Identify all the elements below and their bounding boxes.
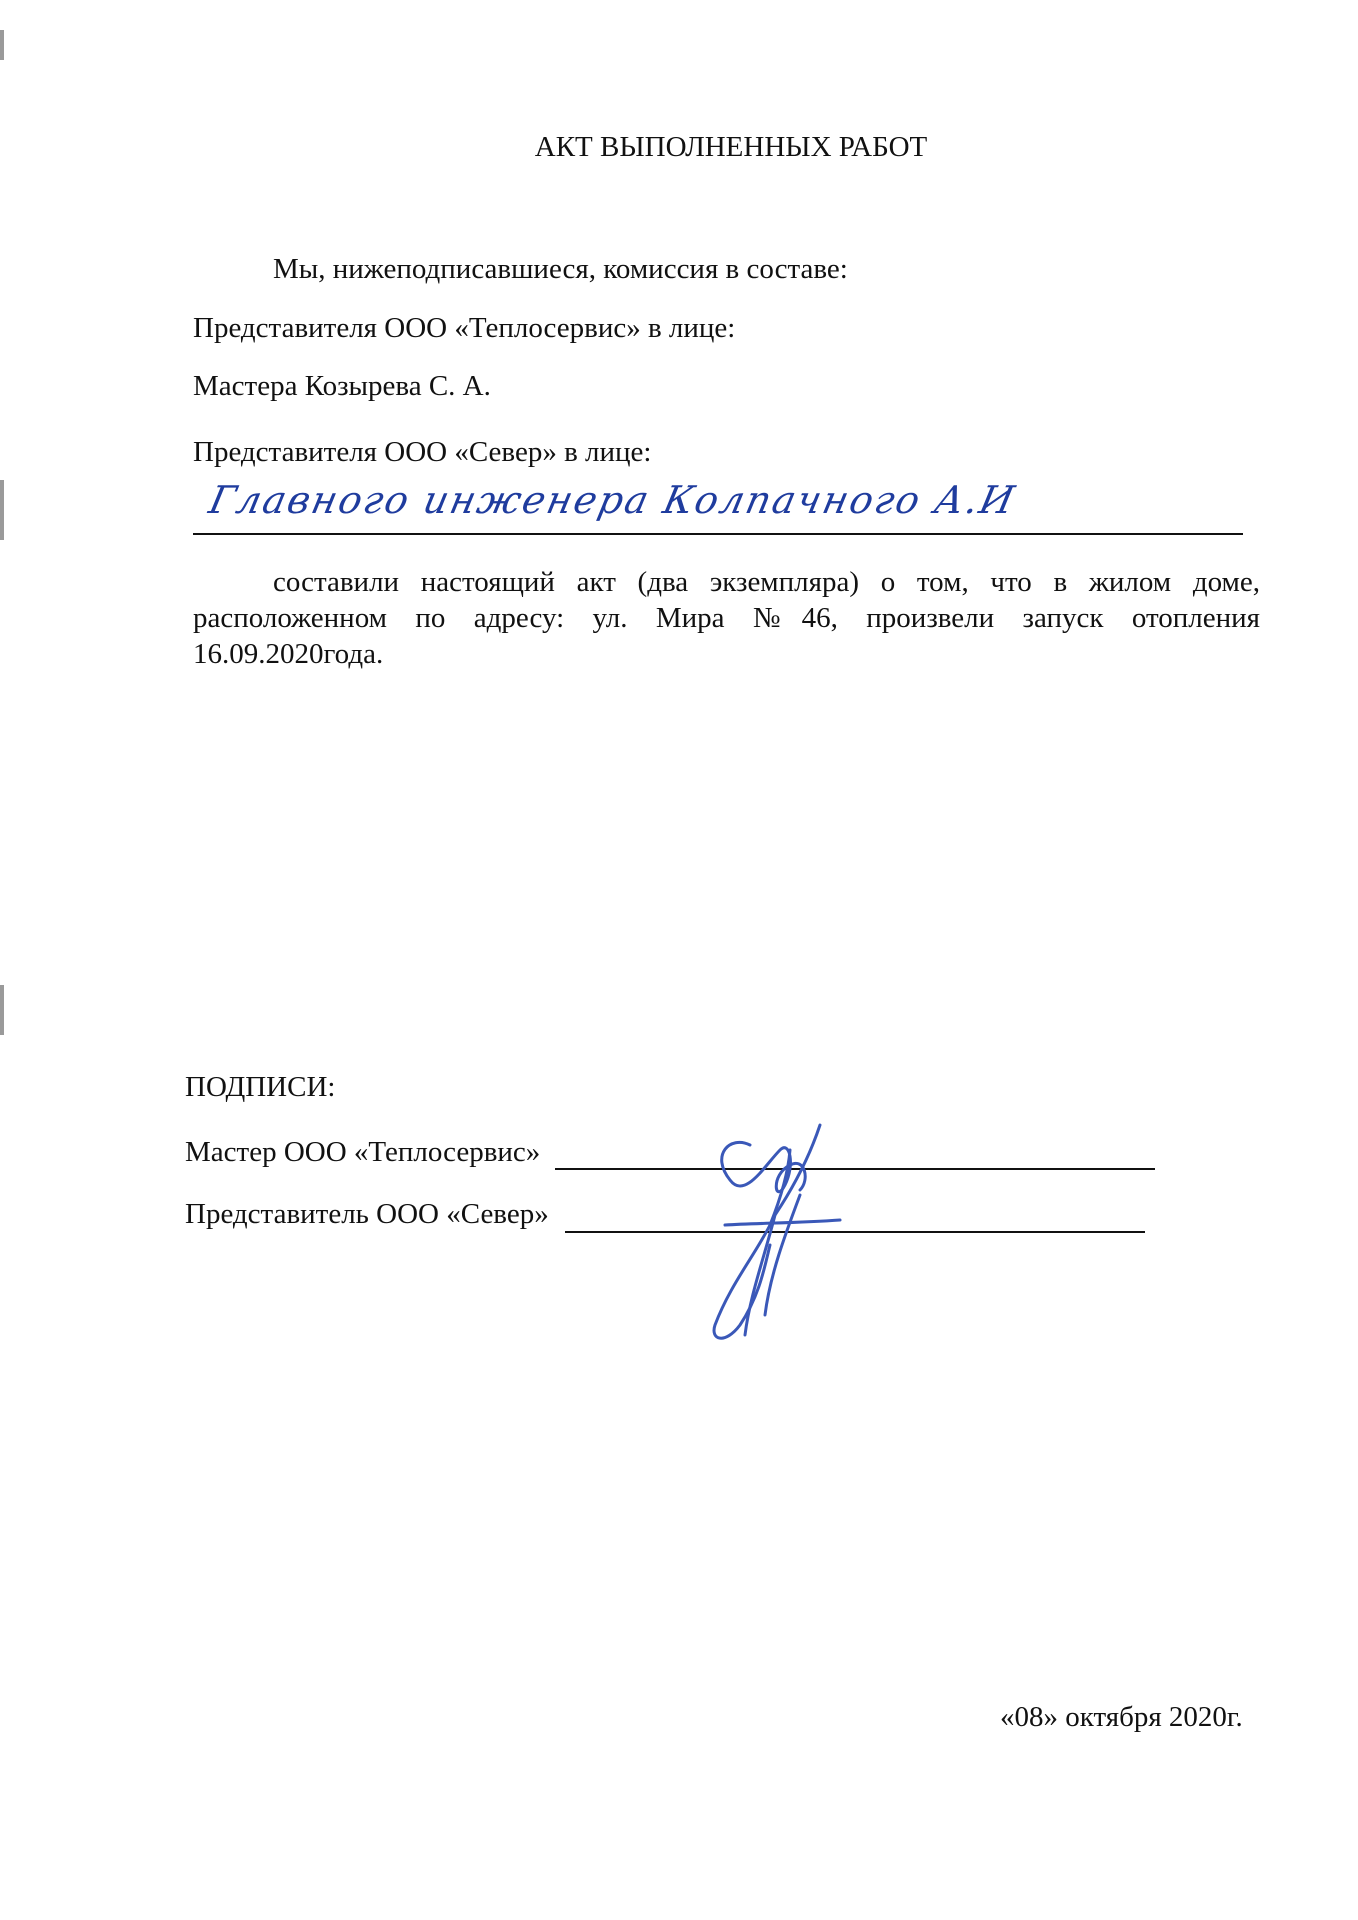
intro-text: Мы, нижеподписавшиеся, комиссия в составе: — [273, 253, 848, 285]
handwritten-signature — [670, 1105, 910, 1345]
signer2-label: Представитель ООО «Север» — [185, 1198, 549, 1230]
party2-line: Представителя ООО «Север» в лице: — [193, 436, 652, 468]
act-body-paragraph: составили настоящий акт (два экземпляра) о том, что в жилом доме, расположенном по адресу: ул. Мира №46, произвели запуск отопления 16.09.2020года. — [193, 566, 1260, 670]
signatures-heading: ПОДПИСИ: — [185, 1071, 336, 1103]
document-date: «08» октября 2020г. — [1000, 1701, 1243, 1733]
scan-edge-middle — [0, 480, 4, 540]
party2-person-handwritten: Главного инженера Колпачного А.И — [205, 478, 1020, 522]
party1-line: Представителя ООО «Теплосервис» в лице: — [193, 312, 736, 344]
scan-edge-top — [0, 30, 4, 60]
party2-underline — [193, 533, 1243, 535]
scan-edge-bottom — [0, 985, 4, 1035]
signer1-label: Мастер ООО «Теплосервис» — [185, 1136, 541, 1168]
document-title: АКТ ВЫПОЛНЕННЫХ РАБОТ — [534, 131, 928, 163]
party1-person: Мастера Козырева С. А. — [193, 370, 491, 402]
